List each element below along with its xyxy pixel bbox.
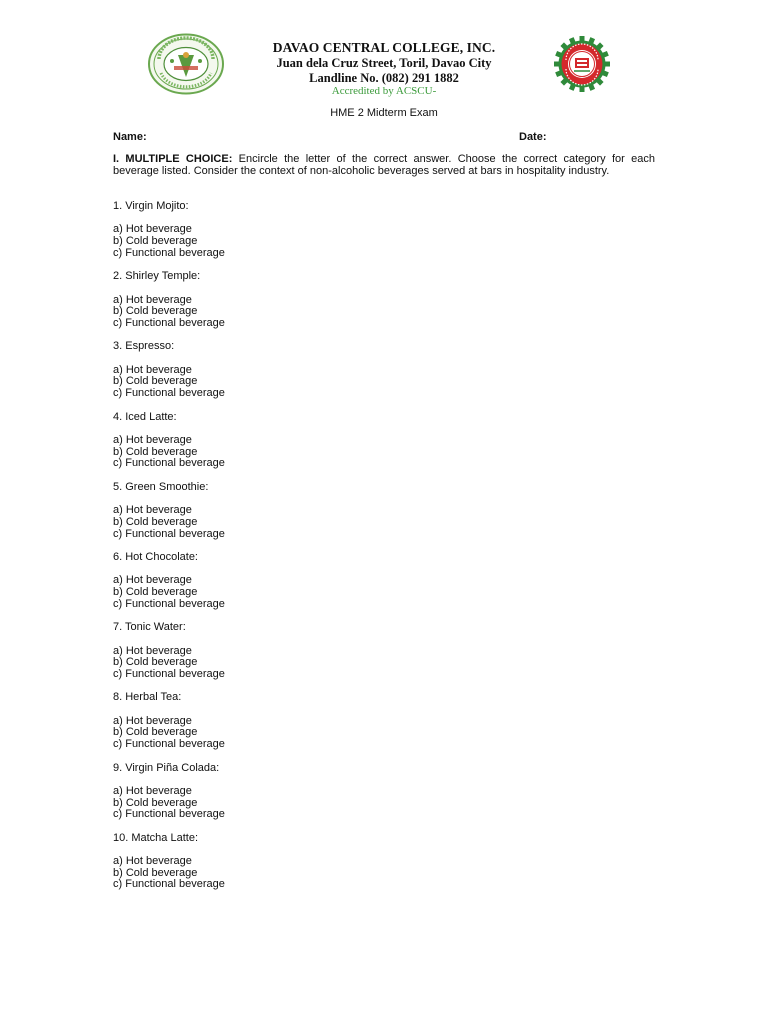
question-item	[113, 622, 513, 692]
answer-option: a) Hot beverage	[113, 293, 192, 306]
question-stem: 2. Shirley Temple:	[113, 270, 201, 283]
question-stem: 3. Espresso:	[113, 340, 175, 353]
answer-option: b) Cold beverage	[113, 586, 198, 599]
question-stem: 9. Virgin Piña Colada:	[113, 761, 220, 774]
answer-option: b) Cold beverage	[113, 515, 198, 528]
answer-option: a) Hot beverage	[113, 644, 192, 657]
college-name: DAVAO CENTRAL COLLEGE, INC.	[272, 40, 496, 55]
question-item	[113, 341, 513, 411]
answer-option: c) Functional beverage	[113, 246, 225, 259]
question-item	[113, 763, 513, 833]
question-item	[113, 271, 513, 341]
question-stem: 7. Tonic Water:	[113, 621, 186, 634]
instructions-text: Encircle the letter of the correct answer. Choose the correct category for each beverage listed. Consider the context of non-alcoholic beverages served at bars in hospitality industry.	[113, 153, 655, 177]
question-item	[113, 482, 513, 552]
answer-option: a) Hot beverage	[113, 504, 192, 517]
answer-option: a) Hot beverage	[113, 433, 192, 446]
question-item	[113, 833, 513, 903]
question-stem: 5. Green Smoothie:	[113, 480, 209, 493]
answer-option: c) Functional beverage	[113, 387, 225, 400]
answer-option: b) Cold beverage	[113, 796, 198, 809]
question-list	[113, 201, 513, 903]
answer-option: a) Hot beverage	[113, 855, 192, 868]
question-stem: 6. Hot Chocolate:	[113, 550, 198, 563]
answer-option: c) Functional beverage	[113, 316, 225, 329]
name-label: Name:	[113, 131, 147, 143]
answer-option: a) Hot beverage	[113, 784, 192, 797]
college-landline: Landline No. (082) 291 1882	[309, 70, 459, 85]
school-header	[234, 40, 534, 97]
question-item	[113, 412, 513, 482]
answer-option: c) Functional beverage	[113, 457, 225, 470]
instructions-heading: I. MULTIPLE CHOICE:	[113, 153, 233, 165]
answer-option: a) Hot beverage	[113, 574, 192, 587]
answer-option: b) Cold beverage	[113, 445, 198, 458]
college-address: Juan dela Cruz Street, Toril, Davao City	[276, 56, 492, 70]
answer-option: a) Hot beverage	[113, 223, 192, 236]
question-stem: 8. Herbal Tea:	[113, 691, 182, 704]
answer-option: c) Functional beverage	[113, 667, 225, 680]
question-stem: 4. Iced Latte:	[113, 410, 177, 423]
answer-option: c) Functional beverage	[113, 738, 225, 751]
answer-option: c) Functional beverage	[113, 878, 225, 891]
answer-option: a) Hot beverage	[113, 714, 192, 727]
date-label: Date:	[519, 131, 547, 143]
answer-option: b) Cold beverage	[113, 866, 198, 879]
answer-option: b) Cold beverage	[113, 375, 198, 388]
question-stem: 10. Matcha Latte:	[113, 831, 198, 844]
gear-seal-icon	[546, 36, 618, 92]
answer-option: c) Functional beverage	[113, 527, 225, 540]
answer-option: b) Cold beverage	[113, 656, 198, 669]
question-item	[113, 692, 513, 762]
exam-title: HME 2 Midterm Exam	[330, 107, 438, 119]
college-seal-icon	[147, 33, 225, 95]
question-item	[113, 201, 513, 271]
answer-option: b) Cold beverage	[113, 235, 198, 248]
instructions	[113, 154, 655, 178]
question-item	[113, 552, 513, 622]
question-stem: 1. Virgin Mojito:	[113, 200, 189, 212]
answer-option: c) Functional beverage	[113, 597, 225, 610]
accreditation-note: Accredited by ACSCU-	[331, 85, 437, 97]
answer-option: b) Cold beverage	[113, 305, 198, 318]
answer-option: b) Cold beverage	[113, 726, 198, 739]
answer-option: c) Functional beverage	[113, 808, 225, 821]
answer-option: a) Hot beverage	[113, 363, 192, 376]
